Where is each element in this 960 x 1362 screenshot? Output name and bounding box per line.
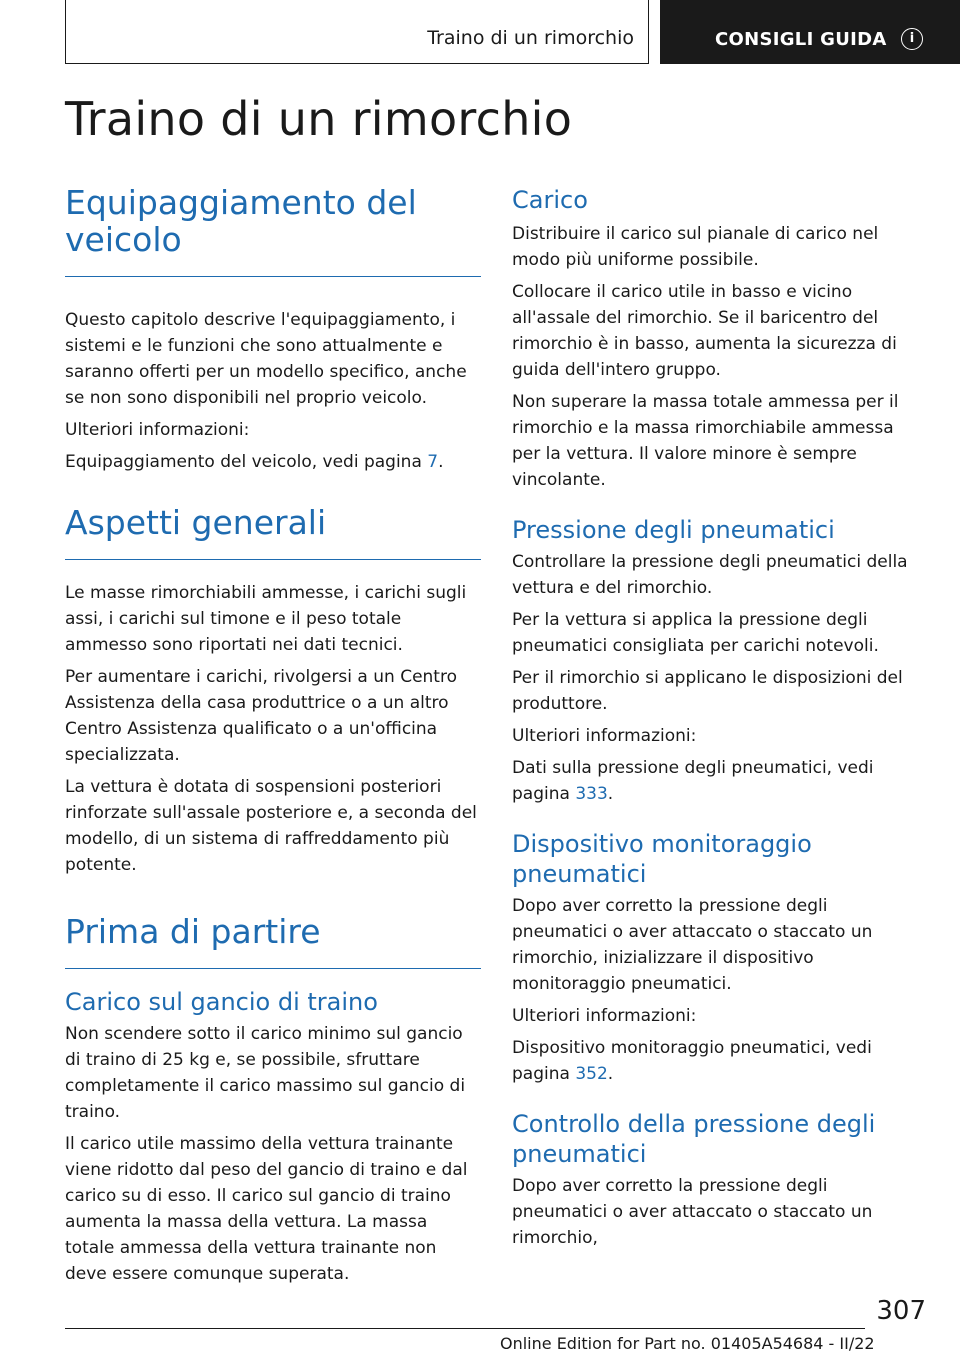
paragraph: Non superare la massa totale ammessa per il rimorchio e la massa rimorchiabile ammessa per la vettura. Il valore minore è sempre vincolante. — [512, 392, 899, 490]
paragraph: Ulteriori informazioni: — [65, 419, 250, 440]
paragraph: Dopo aver corretto la pressione degli pneumatici o aver attaccato o staccato un rimorchio, — [512, 1176, 873, 1248]
page-link-333[interactable]: 333 — [575, 784, 608, 804]
subheading-dispositivo: Dispositivo monitoraggio pneumatici — [512, 830, 812, 888]
footer-edition: Online Edition for Part no. 01405A54684 - II/22 — [500, 1334, 875, 1353]
footer-divider — [65, 1328, 865, 1329]
heading-equipaggiamento: Equipaggiamento del veicolo — [65, 185, 481, 277]
paragraph: Distribuire il carico sul pianale di carico nel modo più uniforme possibile. — [512, 224, 879, 270]
paragraph-reference: Equipaggiamento del veicolo, vedi pagina 7. — [65, 451, 444, 472]
header-section-label: CONSIGLI GUIDA — [715, 29, 887, 50]
paragraph: Collocare il carico utile in basso e vicino all'assale del rimorchio. Se il baricentro del rimorchio è in basso, aumenta la sicurezza di guida dell'intero gruppo. — [512, 282, 897, 380]
paragraph-reference: Dispositivo monitoraggio pneumatici, vedi pagina 352. — [512, 1038, 872, 1084]
paragraph: Il carico utile massimo della vettura trainante viene ridotto dal peso del gancio di traino e dal carico su di esso. Il carico sul gancio di traino aumenta la massa della vettura. La massa totale ammessa della vettura trainante non deve essere comunque superata. — [65, 1133, 468, 1284]
page-number: 307 — [876, 1296, 926, 1326]
header-section-box — [660, 0, 960, 64]
header-chapter-title: Traino di un rimorchio — [427, 27, 634, 49]
subheading-carico: Carico — [512, 186, 588, 214]
left-column — [65, 185, 481, 1287]
subheading-controllo: Controllo della pressione degli pneumatici — [512, 1110, 876, 1168]
subheading-pressione: Pressione degli pneumatici — [512, 516, 835, 544]
heading-prima-di-partire: Prima di partire — [65, 914, 481, 969]
paragraph: Per aumentare i carichi, rivolgersi a un Centro Assistenza della casa produttrice o a un altro Centro Assistenza qualificato o a un'officina specializzata. — [65, 666, 457, 765]
heading-aspetti-generali: Aspetti generali — [65, 505, 481, 560]
paragraph: Dopo aver corretto la pressione degli pneumatici o aver attaccato o staccato un rimorchio, inizializzare il dispositivo monitoraggio pneumatici. — [512, 896, 873, 994]
info-icon: i — [901, 28, 923, 50]
paragraph: Le masse rimorchiabili ammesse, i carichi sugli assi, i carichi sul timone e il peso totale ammesso sono riportati nei dati tecnici. — [65, 582, 467, 655]
paragraph: Non scendere sotto il carico minimo sul gancio di traino di 25 kg e, se possibile, sfruttare completamente il carico massimo sul gancio di traino. — [65, 1023, 466, 1122]
paragraph: La vettura è dotata di sospensioni posteriori rinforzate sull'assale posteriore e, a seconda del modello, di un sistema di raffreddamento più potente. — [65, 776, 477, 875]
paragraph: Controllare la pressione degli pneumatici della vettura e del rimorchio. — [512, 552, 908, 598]
paragraph: Ulteriori informazioni: — [512, 726, 697, 746]
paragraph-reference: Dati sulla pressione degli pneumatici, vedi pagina 333. — [512, 758, 874, 804]
header-chapter-box — [65, 0, 649, 64]
subheading-carico-gancio: Carico sul gancio di traino — [65, 987, 378, 1016]
page-link-352[interactable]: 352 — [575, 1064, 608, 1084]
page-link-7[interactable]: 7 — [427, 451, 439, 472]
paragraph: Ulteriori informazioni: — [512, 1006, 697, 1026]
paragraph: Per la vettura si applica la pressione degli pneumatici consigliata per carichi notevoli. — [512, 610, 879, 656]
page-title: Traino di un rimorchio — [65, 92, 573, 146]
paragraph: Per il rimorchio si applicano le disposizioni del produttore. — [512, 668, 903, 714]
paragraph: Questo capitolo descrive l'equipaggiamento, i sistemi e le funzioni che sono attualmente e saranno offerti per un modello specifico, anche se non sono disponibili nel proprio veicolo. — [65, 309, 467, 408]
right-column — [512, 185, 922, 1251]
